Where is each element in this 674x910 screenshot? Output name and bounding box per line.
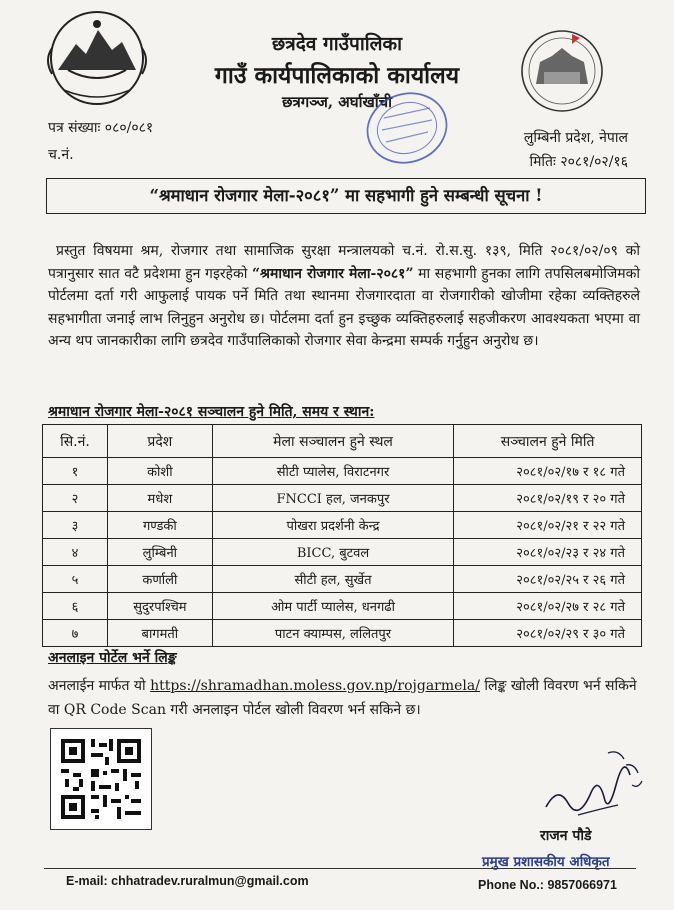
portal-text-before: अनलाईन मार्फत यो: [48, 678, 151, 694]
row-province: बागमती: [107, 620, 212, 647]
paragraph-event-name: “श्रमाधान रोजगार मेला-२०८१”: [251, 265, 414, 282]
row-serial: ७: [43, 620, 108, 647]
province-label: लुम्बिनी प्रदेश, नेपाल: [523, 130, 628, 146]
row-province: लुम्बिनी: [107, 539, 212, 566]
row-date: २०८१/०२/२३ र २४ गते: [454, 539, 642, 566]
row-date: २०८१/०२/२९ र ३० गते: [454, 620, 642, 647]
column-header: प्रदेश: [107, 425, 212, 458]
table-row: [43, 539, 642, 566]
row-venue: पाटन क्याम्पस, ललितपुर: [212, 620, 453, 647]
row-serial: ५: [43, 566, 108, 593]
row-province: सुदुरपश्चिम: [107, 593, 212, 620]
portal-link[interactable]: https://shramadhan.moless.gov.np/rojgarmela/: [150, 678, 480, 694]
column-header: सि.नं.: [43, 425, 108, 458]
office-name: छत्रदेव गाउँपालिका: [271, 33, 403, 55]
schedule-table: [42, 424, 642, 647]
reference-number: च.नं.: [48, 147, 74, 163]
row-serial: ६: [43, 593, 108, 620]
office-title: गाउँ कार्यपालिकाको कार्यालय: [214, 62, 460, 89]
row-province: कर्णाली: [107, 566, 212, 593]
online-portal-paragraph: [48, 674, 648, 722]
footer-divider: [44, 868, 636, 869]
table-row: [43, 485, 642, 512]
row-date: २०८१/०२/२५ र २६ गते: [454, 566, 642, 593]
paragraph-text-2: मा सहभागी हुनका लागि तपसिलबमोजिमको पोर्टलमा दर्ता गरी आफुलाई पायक पर्ने मिति तथा स्थानमा रोजगारदाता वा रोजगारीको खोजीमा रहेका व्यक्तिहरुले सहभागीता जनाई लाभ लिनुहुन अनुरोध छ। पोर्टलमा दर्ता हुन इच्छुक व्यक्तिहरुलाई सहजीकरण आवश्यकता भएमा वा अन्य थप जानकारीका लागि छत्रदेव गाउँपालिकाको रोजगार सेवा केन्द्रमा सम्पर्क गर्नुहुन अनुरोध छ।: [48, 265, 640, 349]
row-date: २०८१/०२/२७ र २८ गते: [454, 593, 642, 620]
row-venue: पोखरा प्रदर्शनी केन्द्र: [212, 512, 453, 539]
row-serial: ४: [43, 539, 108, 566]
footer-phone: Phone No.: 9857066971: [478, 878, 617, 892]
row-date: २०८१/०२/१९ र २० गते: [454, 485, 642, 512]
qr-code[interactable]: [50, 728, 152, 830]
notice-paragraph: [48, 240, 640, 353]
letter-date: मितिः २०८१/०२/१६: [529, 154, 628, 170]
office-address: छत्रगञ्ज, अर्घाखाँची: [281, 93, 393, 111]
row-venue: ओम पार्टी प्यालेस, धनगढी: [212, 593, 453, 620]
table-row: [43, 512, 642, 539]
row-venue: BICC, बुटवल: [212, 539, 453, 566]
row-date: २०८१/०२/१७ र १८ गते: [454, 458, 642, 485]
table-row: [43, 566, 642, 593]
footer-email: E-mail: chhatradev.ruralmun@gmail.com: [66, 874, 309, 888]
table-row: [43, 458, 642, 485]
row-serial: ३: [43, 512, 108, 539]
portal-text-after: लिङ्क खोली विवरण भर्न सकिने वा QR Code Scan गरी अनलाइन पोर्टल खोली विवरण भर्न सकिने छ।: [48, 678, 637, 718]
column-header: मेला सञ्चालन हुने स्थल: [212, 425, 453, 458]
table-header-row: [43, 425, 642, 458]
letter-number: पत्र संख्याः ०८०/०८१: [48, 120, 154, 136]
row-venue: सीटी हल, सुर्खेत: [212, 566, 453, 593]
row-province: गण्डकी: [107, 512, 212, 539]
row-serial: २: [43, 485, 108, 512]
notice-title: “श्रमाधान रोजगार मेला-२०८१” मा सहभागी हुने सम्बन्धी सूचना !: [46, 178, 646, 214]
table-row: [43, 593, 642, 620]
signatory-name: राजन पौडे: [540, 828, 592, 844]
row-serial: १: [43, 458, 108, 485]
schedule-heading: श्रमाधान रोजगार मेला-२०८१ सञ्चालन हुने मिति, समय र स्थान:: [48, 404, 375, 420]
table-row: [43, 620, 642, 647]
online-portal-heading: अनलाइन पोर्टेल भर्ने लिङ्क: [48, 650, 177, 666]
office-stamp: [362, 88, 452, 168]
row-province: मधेश: [107, 485, 212, 512]
row-venue: सीटी प्यालेस, विराटनगर: [212, 458, 453, 485]
row-date: २०८१/०२/२१ र २२ गते: [454, 512, 642, 539]
signatory-title: प्रमुख प्रशासकीय अधिकृत: [482, 854, 610, 870]
paragraph-text-1: प्रस्तुत विषयमा श्रम, रोजगार तथा सामाजिक सुरक्षा मन्त्रालयको च.नं. रो.स.सु. १३९, मिति २०८१/०२/०९ को पत्रानुसार सात वटै प्रदेशमा हुन गइरहेको: [48, 243, 640, 282]
row-province: कोशी: [107, 458, 212, 485]
column-header: सञ्चालन हुने मिति: [454, 425, 642, 458]
row-venue: FNCCI हल, जनकपुर: [212, 485, 453, 512]
signature: [538, 745, 648, 830]
